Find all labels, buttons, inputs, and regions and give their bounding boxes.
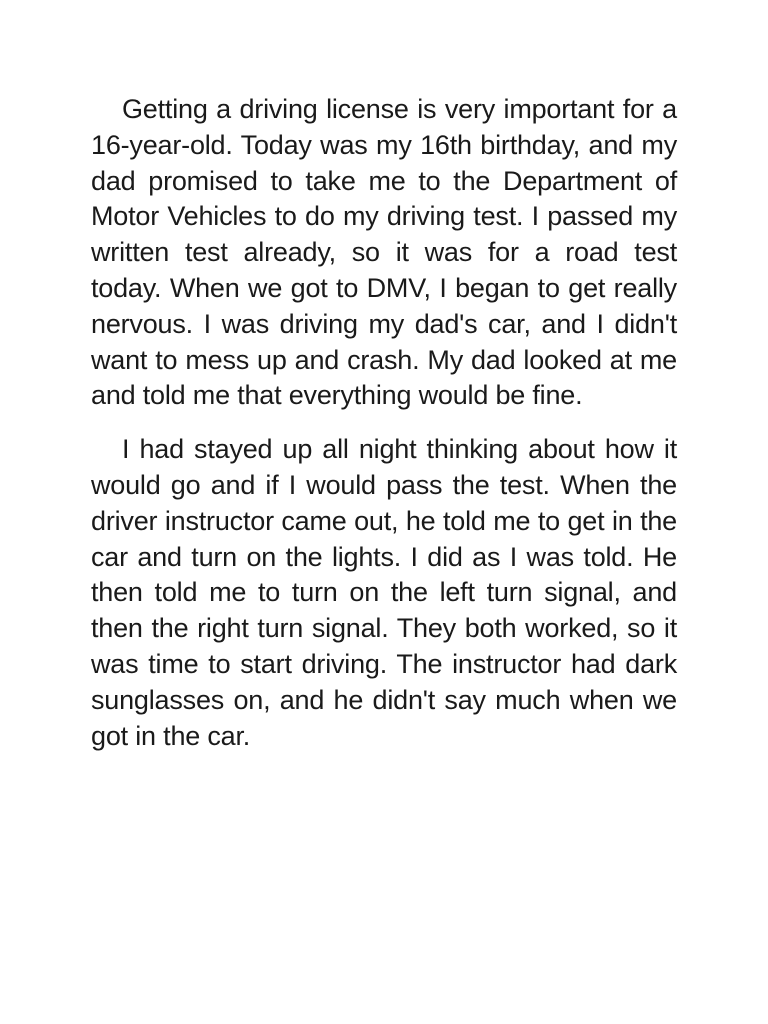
paragraph-1: Getting a driving license is very important for a 16-year-old. Today was my 16th birthday, and my dad promised to take me to the Department of Motor Vehicles to do my driving test. I passed my written test already, so it was for a road test today. When we got to DMV, I began to get really nervous. I was driving my dad's car, and I didn't want to mess up and crash. My dad looked at me and told me that everything would be fine. — [91, 94, 677, 411]
paragraph-2: I had stayed up all night thinking about how it would go and if I would pass the test. When the driver instructor came out, he told me to get in the car and turn on the lights. I did as I was told. He then told me to turn on the left turn signal, and then the right turn signal. They both worked, so it was time to start driving. The instructor had dark sunglasses on, and he didn't say much when we got in the car. — [91, 434, 677, 751]
document-page — [91, 92, 677, 754]
